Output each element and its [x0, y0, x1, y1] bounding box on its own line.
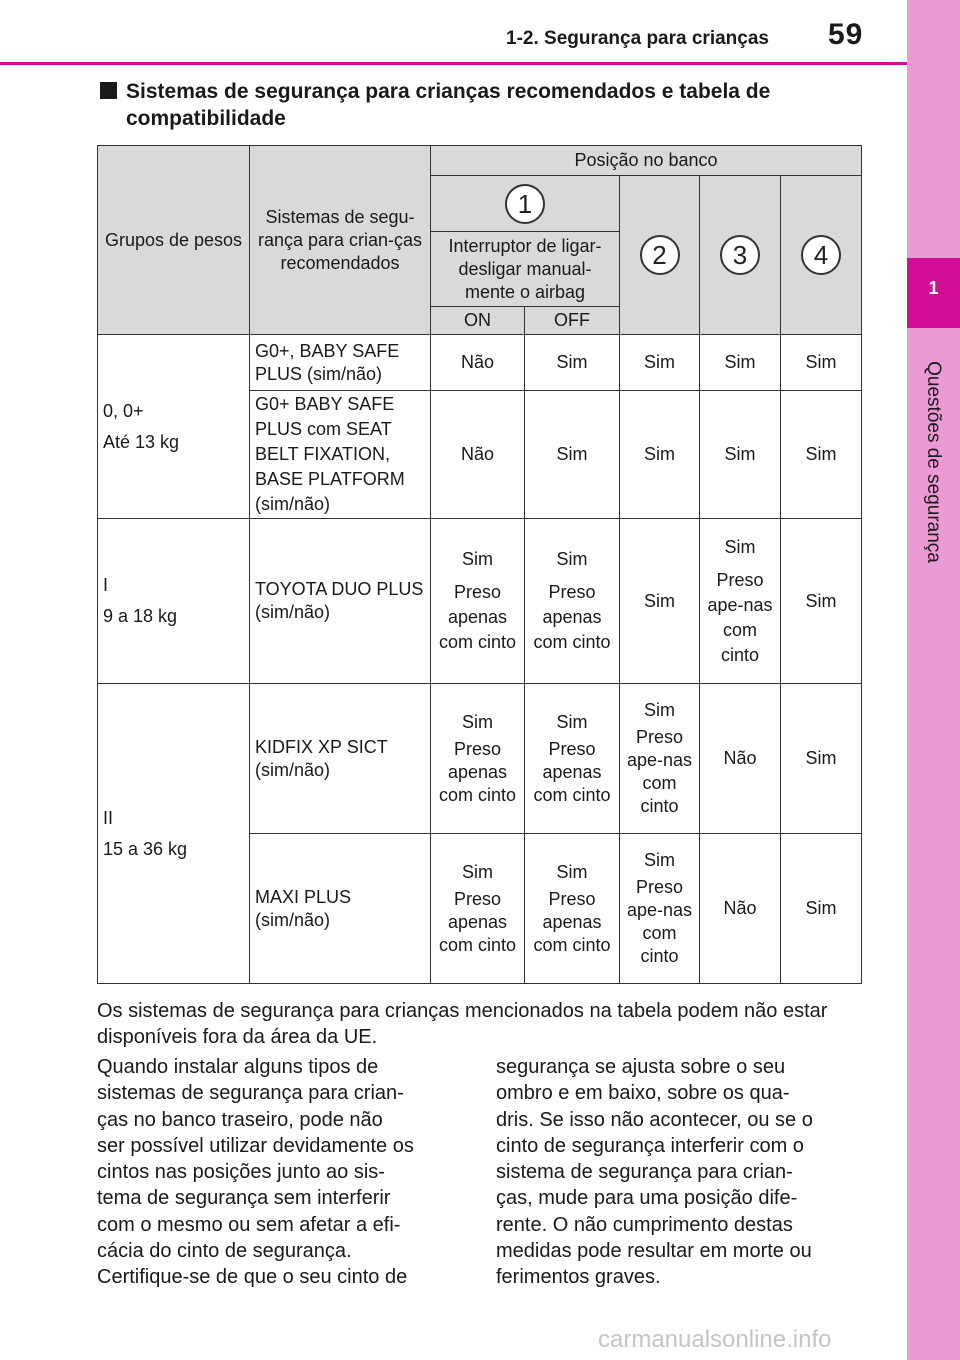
header-weight-groups: Grupos de pesos	[98, 146, 250, 335]
position-4-cell	[781, 176, 862, 335]
cell-on: Não	[431, 335, 525, 391]
position-4-icon: 4	[801, 235, 841, 275]
cell-position-4: Sim	[781, 519, 862, 684]
group-2-cell	[98, 684, 250, 984]
cell-position-2: Sim	[620, 335, 700, 391]
cell-on	[431, 834, 525, 984]
system-name: G0+, BABY SAFE PLUS (sim/não)	[250, 335, 431, 391]
cell-note: Preso ape-nas com cinto	[707, 569, 773, 665]
header-seat-position: Posição no banco	[431, 146, 862, 176]
cell-note: Preso apenas com cinto	[533, 888, 611, 955]
group-weight: 15 a 36 kg	[103, 838, 188, 859]
section-heading-text: Sistemas de segurança para crianças recomendados e tabela de compatibilidade	[126, 80, 771, 130]
cell-note: Preso ape-nas com cinto	[626, 877, 693, 966]
square-bullet-icon	[100, 82, 117, 99]
system-name: KIDFIX XP SICT (sim/não)	[250, 684, 431, 834]
cell-off	[525, 519, 620, 684]
watermark: carmanualsonline.info	[598, 1326, 832, 1353]
cell-note: Preso apenas com cinto	[438, 888, 517, 955]
header-recommended-systems: Sistemas de segu-rança para crian-ças recomendados	[250, 146, 431, 335]
group-label: II	[103, 807, 114, 828]
cell-value: Sim	[644, 700, 675, 720]
cell-position-2: Sim	[620, 519, 700, 684]
cell-value: Sim	[724, 536, 756, 557]
cell-off	[525, 684, 620, 834]
section-title: 1-2. Segurança para crianças	[506, 28, 769, 49]
position-3-cell	[700, 176, 781, 335]
section-heading	[100, 78, 860, 132]
group-weight: Até 13 kg	[103, 431, 180, 452]
cell-off	[525, 834, 620, 984]
header-airbag-switch: Interruptor de ligar-desligar manual-mente o airbag	[431, 232, 620, 307]
system-name: MAXI PLUS (sim/não)	[250, 834, 431, 984]
cell-position-2	[620, 834, 700, 984]
header-on: ON	[431, 307, 525, 335]
position-1-cell	[431, 176, 620, 232]
position-1-icon: 1	[505, 184, 545, 224]
header-rule	[0, 62, 907, 65]
position-2-cell	[620, 176, 700, 335]
system-name: TOYOTA DUO PLUS (sim/não)	[250, 519, 431, 684]
cell-value: Sim	[462, 549, 493, 569]
cell-note: Preso ape-nas com cinto	[626, 727, 693, 816]
chapter-tab-number: 1	[928, 278, 939, 298]
cell-position-3: Sim	[700, 391, 781, 519]
cell-value: Sim	[462, 711, 493, 732]
position-3-icon: 3	[720, 235, 760, 275]
group-label: 0, 0+	[103, 400, 144, 421]
cell-value: Sim	[556, 861, 588, 882]
cell-position-2: Sim	[620, 391, 700, 519]
system-name: G0+ BABY SAFE PLUS com SEAT BELT FIXATION, BASE PLATFORM (sim/não)	[250, 391, 431, 519]
cell-position-2	[620, 684, 700, 834]
cell-on: Não	[431, 391, 525, 519]
cell-note: Preso apenas com cinto	[533, 738, 611, 805]
cell-on	[431, 684, 525, 834]
cell-position-3	[700, 519, 781, 684]
cell-position-4: Sim	[781, 834, 862, 984]
header-off: OFF	[525, 307, 620, 335]
group-0-cell	[98, 335, 250, 519]
body-text-left: Quando instalar alguns tipos de sistemas de segurança para crian- ças no banco traseiro, pode não ser possível utilizar devidamente os cintos nas posições junto ao sis- tema de segurança sem interferir com o mesmo ou sem afetar a efi- cácia do cinto de segurança. Certifique-se de que o seu cinto de	[97, 1056, 414, 1289]
availability-note: Os sistemas de segurança para crianças mencionados na tabela podem não estar disponíveis fora da área da UE.	[97, 1000, 828, 1048]
cell-position-3: Não	[700, 684, 781, 834]
group-label: I	[103, 575, 109, 595]
group-1-cell	[98, 519, 250, 684]
cell-off: Sim	[525, 391, 620, 519]
cell-on	[431, 519, 525, 684]
cell-value: Sim	[556, 549, 588, 569]
cell-off: Sim	[525, 335, 620, 391]
chapter-sidebar	[907, 0, 960, 1360]
page-number: 59	[828, 18, 864, 51]
chapter-label	[910, 342, 956, 582]
cell-value: Sim	[644, 850, 675, 870]
cell-note: Preso apenas com cinto	[533, 582, 611, 652]
group-weight: 9 a 18 kg	[103, 606, 178, 626]
compatibility-table	[97, 145, 862, 984]
cell-position-4: Sim	[781, 684, 862, 834]
body-text-right: segurança se ajusta sobre o seu ombro e em baixo, sobre os qua- dris. Se isso não acontecer, ou se o cinto de segurança interferir com o sistema de segurança para crian- ças, mude para uma posição dife- rente. O não cumprimento destas medidas pode resultar em morte ou ferimentos graves.	[496, 1056, 813, 1289]
cell-note: Preso apenas com cinto	[438, 582, 517, 652]
position-2-icon: 2	[640, 235, 680, 275]
cell-position-3: Não	[700, 834, 781, 984]
chapter-label-text: Questões de segurança	[923, 361, 944, 563]
cell-position-4: Sim	[781, 335, 862, 391]
cell-position-4: Sim	[781, 391, 862, 519]
cell-position-3: Sim	[700, 335, 781, 391]
cell-value: Sim	[462, 861, 493, 882]
chapter-tab[interactable]	[907, 258, 960, 328]
cell-note: Preso apenas com cinto	[438, 738, 517, 805]
cell-value: Sim	[556, 711, 588, 732]
